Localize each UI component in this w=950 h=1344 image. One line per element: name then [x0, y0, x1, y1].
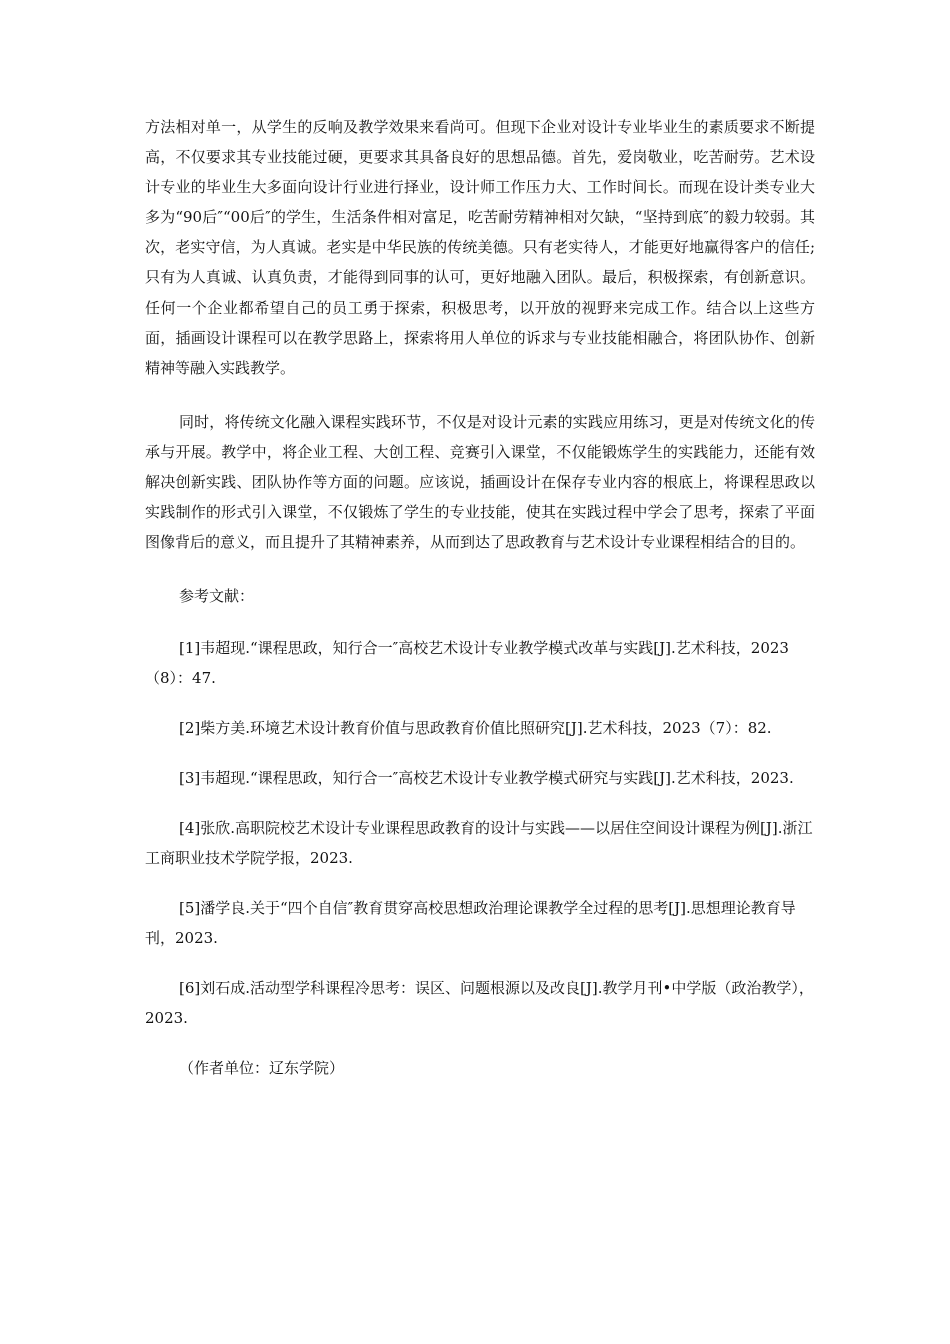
reference-item-6: [6]刘石成.活动型学科课程冷思考：误区、问题根源以及改良[J].教学月刊•中学版（政治教学）， 2023.: [145, 979, 814, 1028]
document-page: [145, 112, 815, 1083]
reference-item-5: [5]潘学良.关于“四个自信″教育贯穿高校思想政治理论课教学全过程的思考[J].思想理论教育导刊，2023.: [145, 899, 796, 948]
body-paragraph-1: 方法相对单一，从学生的反响及教学效果来看尚可。但现下企业对设计专业毕业生的素质要求不断提高，不仅要求其专业技能过硬，更要求其具备良好的思想品德。首先，爱岗敬业，吃苦耐劳。艺术设计专业的毕业生大多面向设计行业进行择业，设计师工作压力大、工作时间长。而现在设计类专业大多为“90后″“00后″的学生，生活条件相对富足，吃苦耐劳精神相对欠缺，“坚持到底″的毅力较弱。其次，老实守信，为人真诚。老实是中华民族的传统美德。只有老实待人，才能更好地赢得客户的信任;只有为人真诚、认真负责，才能得到同事的认可，更好地融入团队。最后，积极探索，有创新意识。任何一个企业都希望自己的员工勇于探索，积极思考，以开放的视野来完成工作。结合以上这些方面，插画设计课程可以在教学思路上，探索将用人单位的诉求与专业技能相融合，将团队协作、创新精神等融入实践教学。: [145, 118, 815, 377]
reference-item-1: [1]韦超现.“课程思政，知行合一″高校艺术设计专业教学模式改革与实践[J].艺术科技，2023（8）：47.: [145, 639, 789, 688]
reference-item-2: [2]柴方美.环境艺术设计教育价值与思政教育价值比照研究[J].艺术科技，2023（7）：82.: [179, 719, 772, 738]
references-list: [145, 633, 815, 1033]
body-paragraph-2: 同时，将传统文化融入课程实践环节，不仅是对设计元素的实践应用练习，更是对传统文化的传承与开展。教学中，将企业工程、大创工程、竞赛引入课堂，不仅能锻炼学生的实践能力，还能有效解决创新实践、团队协作等方面的问题。应该说，插画设计在保存专业内容的根底上，将课程思政以实践制作的形式引入课堂，不仅锻炼了学生的专业技能，使其在实践过程中学会了思考，探索了平面图像背后的意义，而且提升了其精神素养，从而到达了思政教育与艺术设计专业课程相结合的目的。: [145, 412, 815, 552]
references-heading: 参考文献：: [179, 587, 255, 606]
reference-item-3: [3]韦超现.“课程思政，知行合一″高校艺术设计专业教学模式研究与实践[J].艺术科技，2023.: [179, 769, 794, 788]
author-affiliation: （作者单位：辽东学院）: [179, 1059, 345, 1078]
reference-item-4: [4]张欣.高职院校艺术设计专业课程思政教育的设计与实践——以居住空间设计课程为例[J].浙江工商职业技术学院学报，2023.: [145, 819, 813, 868]
